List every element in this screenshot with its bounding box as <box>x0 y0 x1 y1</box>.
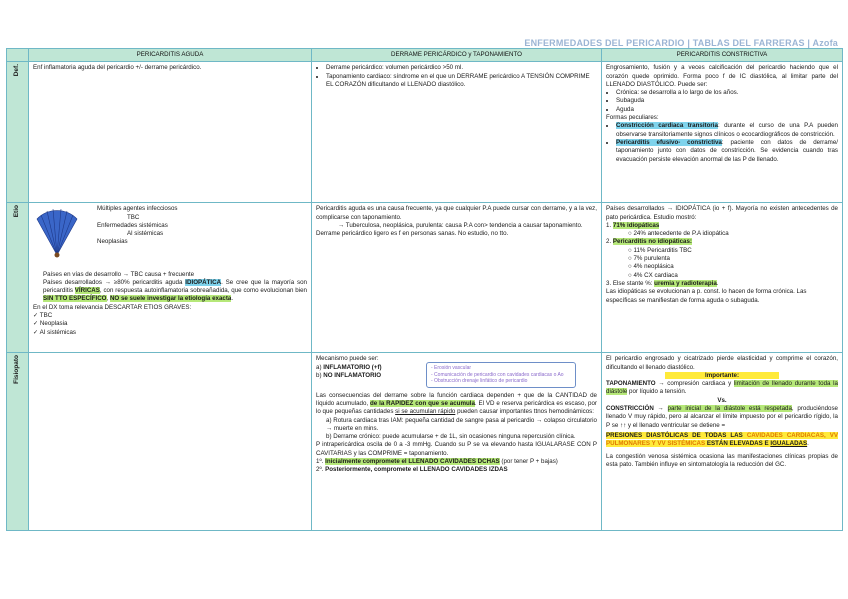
pericardio-table <box>6 48 843 531</box>
column-header-derrame: DERRAME PERICÁRDICO y TAPONAMIENTO <box>312 49 602 62</box>
def-aguda: Enf inflamatoria aguda del pericardio +/- derrame pericárdico. <box>29 62 312 203</box>
column-header-aguda: PERICARDITIS AGUDA <box>29 49 312 62</box>
fisiopato-derrame: Mecanismo puede ser: a) INFLAMATORIO (+f) b) NO INFLAMATORIO - Erosión vascular - Comunicación de pericardio con cavidades cardiacas o Ao - Obstrucción drenaje linfático de pericardio Las consecuencias del derrame sobre la función cardiaca dependen + que de la CANTIDAD de líquido acumulado, de la RAPIDEZ con que se acumula. El VD e reserva pericárdica es escaso, por lo que pequeñas cantidades si se acumulan rápido pueden causar importantes ttnos hemodinámicos: a) Rotura cardiaca tras IAM: pequeña cantidad de sangre pasa al pericardio → colapso circulatorio → muerte en mins. b) Derrame crónico: puede acumularse + de 1L, sin ocasiones ninguna repercusión clínica. P intrapericárdica oscila de 0 a -3 mmHg. Cuando su P se va elevando hasta IGUALARASE CON P CAVITARIAS y las COMPRIME = taponamiento. 1º. Inicialmente compromete el LLENADO CAVIDADES DCHAS (por tener P + bajas) 2º. Posteriormente, compromete el LLENADO CAVIDADES IZDAS <box>312 353 602 531</box>
row-header-fisiopato: Fisiopato <box>7 353 29 531</box>
def-derrame <box>312 62 602 203</box>
fisiopato-aguda <box>29 353 312 531</box>
fan-illustration <box>33 205 81 262</box>
column-header-constrictiva: PERICARDITIS CONSTRICTIVA <box>602 49 843 62</box>
etio-constrictiva: Países desarrollados → IDIOPÁTICA (io + f). Mayoría no existen antecedentes de pato pericárdica. Estudio mostró: 1. 71% idiopáticas ○ 24% antecedente de P.A idiopática 2. Pericarditis no idiopáticas: ○ 11% Pericarditis TBC ○ 7% purulenta ○ 4% neoplásica ○ 4% CX cardiaca 3. Else stante %: uremia y radioterapia. Las idiopáticas se evolucionan a p. const. lo hacen de forma crónica. Las específicas se manifiestan de forma aguda o subaguda. <box>602 203 843 353</box>
def-derrame-item: • Taponamiento cardiaco: síndrome en el que un DERRAME pericárdico A TENSIÓN COMPRIME EL CORAZÓN dificultando el LLENADO diastólico. <box>326 73 597 90</box>
row-header-def: Def. <box>7 62 29 203</box>
def-derrame-item: • Derrame pericárdico: volumen pericárdico >50 ml. <box>326 64 597 72</box>
callout-box: - Erosión vascular - Comunicación de pericardio con cavidades cardiacas o Ao - Obstrucción drenaje linfático de pericardio <box>426 362 576 388</box>
etio-derrame: Pericarditis aguda es una causa frecuente, ya que cualquier P.A puede cursar con derrame, y a la vez, complicarse con taponamiento. → Tuberculosa, neoplásica, purulenta: causa P.A con> tendencia a causar taponamiento. Derrame pericárdico ligero es f en personas sanas. No estudio, no tto. <box>312 203 602 353</box>
document-header: ENFERMEDADES DEL PERICARDIO | TABLAS DEL FARRERAS | Azofa <box>524 38 838 48</box>
etio-aguda: Múltiples agentes infecciosos TBC Enfermedades sistémicas Al sistémicas Neoplasias Países en vías de desarrollo → TBC causa + frecuente Países desarrollados → ≥80% pericarditis aguda IDIOPÁTICA. Se cree que la mayoría son pericarditis VÍRICAS, con respuesta autoinflamatoria sobreañadida, que como evolucionan bien SIN TTO ESPECÍFICO, NO se suele investigar la etiología exacta. En el DX toma relevancia DESCARTAR ETIOS GRAVES: ✓ TBC ✓ Neoplasia ✓ AI sistémicas <box>29 203 312 353</box>
corner-cell <box>7 49 29 62</box>
row-header-etio: Etio <box>7 203 29 353</box>
fisiopato-constrictiva: El pericardio engrosado y cicatrizado pierde elasticidad y comprime el corazón, dificultando el llenado diastólico. Importante: TAPONAMIENTO → compresión cardiaca y limitación de llenado durante toda la diástole por líquido a tensión. Vs. CONSTRICCIÓN → parte inicial de la diástole está respetada, produciéndose llenado V muy rápido, pero al alcanzar el límite impuesto por el pericardio rígido, la P se ↑↑ y el llenado ventricular se detiene = PRESIONES DIASTÓLICAS DE TODAS LAS CAVIDADES CARDIACAS, VV PULMONARES Y VV SISTÉMICAS ESTÁN ELEVADAS E IGUALADAS. La congestión venosa sistémica ocasiona las manifestaciones clínicas propias de esta pato. También influye en sintomatología la reducción del GC. <box>602 353 843 531</box>
def-constrictiva: Engrosamiento, fusión y a veces calcificación del pericardio haciendo que el corazón quede oprimido. Forma poco f de IC diastólica, al limitar parte del LLENADO DIASTÓLICO. Puede ser: • Crónica: se desarrolla a lo largo de los años. • Subaguda • Aguda Formas peculiares: • Constricción cardiaca transitoria: durante el curso de una P.A pueden observarse transitoriamente signos clínicos o ecocardiográficos de constricción. • Pericarditis efusivo- constrictiva: paciente con datos de derrame/ taponamiento junto con datos de constricción. Se evidencia cuando tras evacuación persiste elevación anormal de las P de llenado. <box>602 62 843 203</box>
